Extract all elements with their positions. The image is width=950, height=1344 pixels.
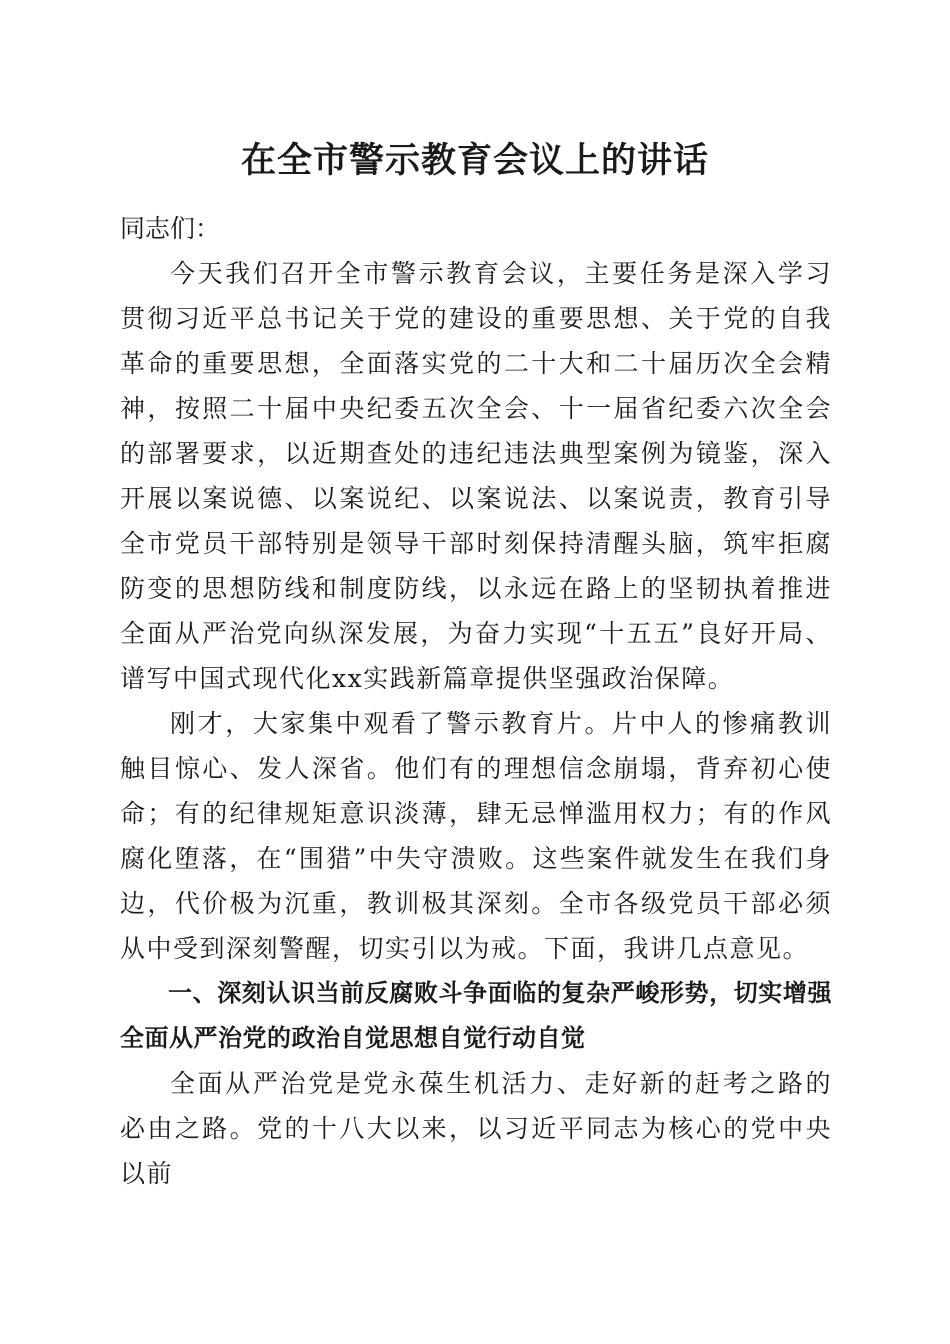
- paragraph-section-1: 全面从严治党是党永葆生机活力、走好新的赶考之路的必由之路。党的十八大以来，以习近平同志为核心的党中央以前: [120, 1069, 832, 1188]
- document-title: 在全市警示教育会议上的讲话: [240, 140, 709, 181]
- paragraph-intro: 今天我们召开全市警示教育会议，主要任务是深入学习贯彻习近平总书记关于党的建设的重要思想、关于党的自我革命的重要思想，全面落实党的二十大和二十届历次全会精神，按照二十届中央纪委五次全会、十一届省纪委六次全会的部署要求，以近期查处的违纪违法典型案例为镜鉴，深入开展以案说德、以案说纪、以案说法、以案说责，教育引导全市党员干部特别是领导干部时刻保持清醒头脑，筑牢拒腐防变的思想防线和制度防线，以永远在路上的坚韧执着推进全面从严治党向纵深发展，为奋力实现“十五五”良好开局、谱写中国式现代化xx实践新篇章提供坚强政治保障。: [120, 259, 832, 693]
- salutation: 同志们：: [120, 214, 221, 243]
- paragraph-warning-film: 刚才，大家集中观看了警示教育片。片中人的惨痛教训触目惊心、发人深省。他们有的理想信念崩塌，背弃初心使命；有的纪律规矩意识淡薄，肆无忌惮滥用权力；有的作风腐化堕落，在“围猎”中失守溃败。这些案件就发生在我们身边，代价极为沉重，教训极其深刻。全市各级党员干部必须从中受到深刻警醒，切实引以为戒。下面，我讲几点意见。: [120, 709, 832, 963]
- section-heading-1: 一、深刻认识当前反腐败斗争面临的复杂严峻形势，切实增强全面从严治党的政治自觉思想自觉行动自觉: [120, 979, 832, 1052]
- document-body: [120, 206, 832, 1196]
